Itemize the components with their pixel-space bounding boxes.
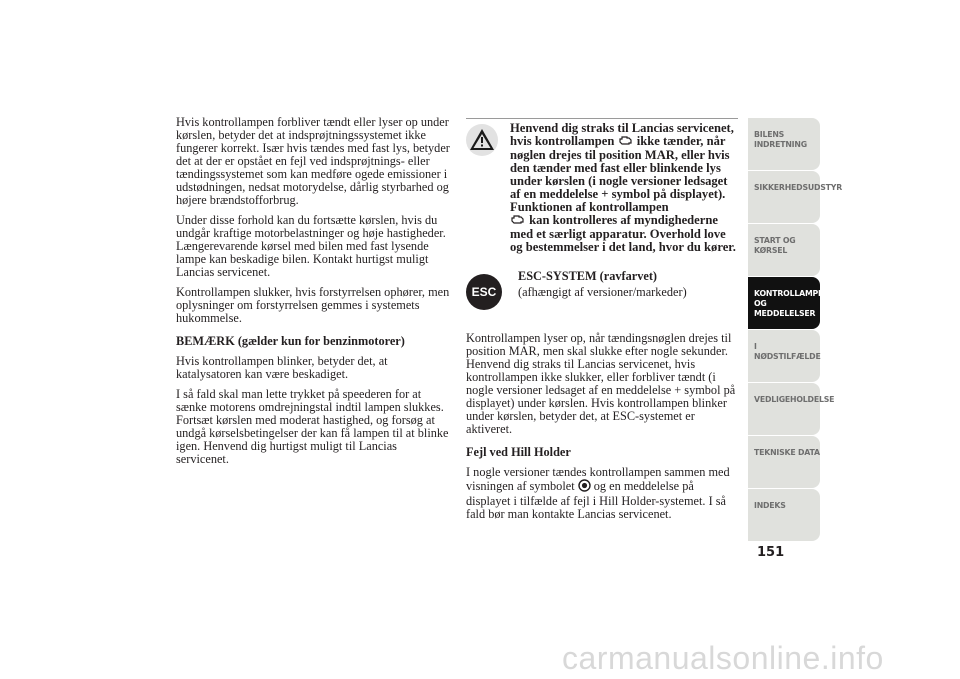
paragraph: I så fald skal man lette trykket på speederen for at sænke motorens omdrejningstal indtil lampen slukkes. Fortsæt kørslen med moderat hastighed, og forsøg at undgå kørselsbetingelser der kan få lampen til at blinke igen. Henvend dig hurtigst muligt til Lancias servicenet. (176, 387, 449, 466)
left-column (176, 116, 450, 473)
paragraph (466, 466, 738, 521)
esc-subtitle: (afhængigt af versioner/markeder) (518, 285, 687, 300)
warning-text: Henvend dig straks til Lancias servicenet, hvis kontrollampen (510, 121, 734, 148)
esc-title: ESC-SYSTEM (ravfarvet) (518, 269, 658, 284)
warning-text: ikke tænder, når nøglen drejes til position MAR, eller hvis den tænder med fast eller blinkende lys under kørslen (i nogle versioner ledsaget af en meddelelse + symbol på displayet). Funktionen af kontrollampen (510, 134, 730, 215)
paragraph: Kontrollampen lyser op, når tændingsnøglen drejes til position MAR, men skal slukke efter nogle sekunder. Henvend dig straks til Lancias servicenet, hvis kontrollampen ikke slukker, eller forbliver tændt (i nogle versioner ledsaget af en meddelelse + symbol på displayet) under kørslen. Hvis kontrollampen blinker under kørslen, betyder det, at ESC-systemet er aktiveret. (466, 331, 736, 437)
hill-text: og en meddelelse på displayet i tilfælde af fejl i Hill Holder-systemet. I så fald bør man kontakte Lancias servicenet. (466, 479, 726, 522)
tab-indeks[interactable]: INDEKS (748, 489, 820, 541)
warning-text: kan kontrolleres af myndighederne med et særligt apparatur. Overhold love og bestemmelser i det land, hvor du kører. (510, 213, 736, 255)
divider (466, 118, 738, 119)
right-column (466, 118, 738, 528)
tab-bilens-indretning[interactable]: BILENS INDRETNING (748, 118, 820, 170)
tab-sikkerhedsudstyr[interactable]: SIKKERHEDSUDSTYR (748, 171, 820, 223)
tab-i-nodstilfaelde[interactable]: I NØDSTILFÆLDE (748, 330, 820, 382)
watermark: carmanualsonline.info (562, 640, 884, 676)
engine-check-icon (510, 214, 526, 228)
esc-icon: ESC (466, 274, 502, 310)
section-heading: Fejl ved Hill Holder (466, 445, 571, 460)
engine-check-icon (618, 135, 634, 149)
esc-section (466, 270, 738, 332)
chapter-tabs (748, 118, 843, 542)
page-number: 151 (757, 545, 785, 560)
section-heading: BEMÆRK (gælder kun for benzinmotorer) (176, 334, 405, 348)
paragraph: Under disse forhold kan du fortsætte kørslen, hvis du undgår kraftige motorbelastninger og høje hastigheder. Længerevarende kørsel med bilen med fast lysende lampe kan beskadige bilen. Kontakt hurtigst muligt Lancias servicenet. (176, 213, 446, 279)
hill-text: I nogle versioner tændes kontrollampen sammen med visningen af symbolet (466, 465, 730, 494)
paragraph: Hvis kontrollampen blinker, betyder det, at katalysatoren kan være beskadiget. (176, 354, 388, 381)
paragraph: Kontrollampen slukker, hvis forstyrrelsen ophører, men oplysninger om forstyrrelsen gemmes i systemets hukommelse. (176, 285, 450, 325)
hill-holder-icon (578, 479, 591, 495)
tab-tekniske-data[interactable]: TEKNISKE DATA (748, 436, 820, 488)
tab-start-og-korsel[interactable]: START OG KØRSEL (748, 224, 820, 276)
tab-kontrollamper[interactable]: KONTROLLAMPER OG MEDDELELSER (748, 277, 820, 329)
warning-note (466, 122, 738, 254)
warning-triangle-icon (466, 124, 498, 156)
tab-vedligeholdelse[interactable]: VEDLIGEHOLDELSE (748, 383, 820, 435)
paragraph: Hvis kontrollampen forbliver tændt eller lyser op under kørslen, betyder det at indsprøjtningssystemet ikke fungerer korrekt. Især hvis tændes med fast lys, betyder det at der er opstået en fejl ved indsprøjtnings- eller tændingssystemet som kan medføre ogede emissioner i udstødningen, nedsat motorydelse, dårlig styrbarhed og højere brændstofforbrug. (176, 115, 450, 207)
